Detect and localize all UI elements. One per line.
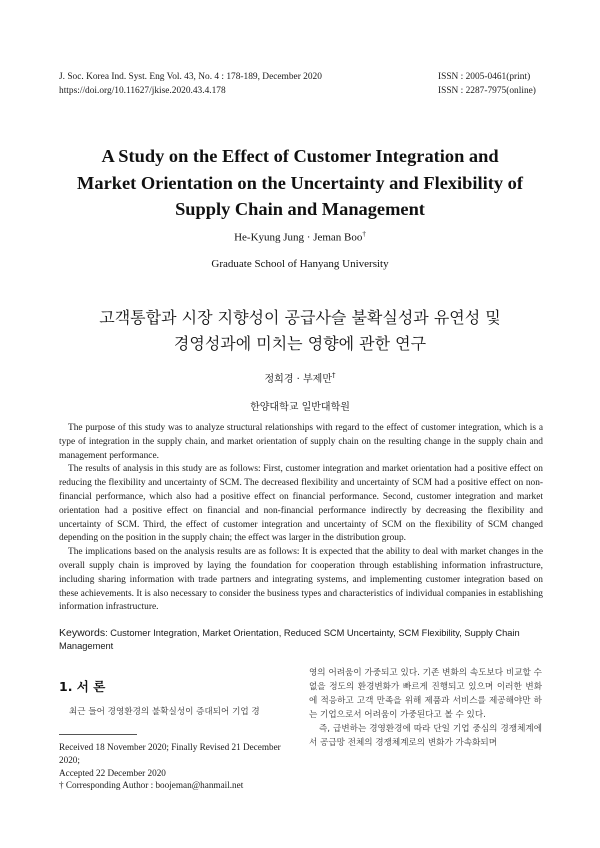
abstract (59, 422, 543, 615)
korean-title (40, 305, 560, 357)
english-title-line: Supply Chain and Management (175, 199, 425, 219)
english-title-line: A Study on the Effect of Customer Integration and (101, 146, 499, 166)
corresponding-author-text: Corresponding Author : boojeman@hanmail.net (65, 780, 244, 791)
english-title-line: Market Orientation on the Uncertainty and Flexibility of (77, 172, 523, 193)
issn-online: ISSN : 2287-7975(online) (438, 86, 536, 96)
body-column-right (309, 666, 542, 750)
keywords-text: : Customer Integration, Market Orientation, Reduced SCM Uncertainty, SCM Flexibility, Supply Chain Management (59, 628, 520, 651)
issn-print: ISSN : 2005-0461(print) (438, 72, 531, 82)
footnotes (59, 741, 299, 792)
english-title (40, 143, 560, 223)
dagger-mark: † (59, 780, 64, 791)
corresponding-mark-ko: † (332, 371, 336, 380)
author-names: He-Kyung Jung · Jeman Boo (234, 231, 363, 244)
english-authors (0, 230, 600, 244)
footnote-divider (59, 734, 137, 735)
corresponding-mark: † (362, 230, 366, 238)
korean-title-line: 고객통합과 시장 지향성이 공급사슬 불확실성과 유연성 및 (99, 308, 501, 327)
keywords (59, 627, 549, 653)
keywords-label: Keywords (59, 627, 106, 639)
korean-authors (0, 370, 600, 385)
journal-citation: J. Soc. Korea Ind. Syst. Eng Vol. 43, No. 4 : 178-189, December 2020 (59, 72, 322, 82)
korean-affiliation: 한양대학교 일반대학원 (250, 402, 350, 413)
korean-title-line: 경영성과에 미치는 영향에 관한 연구 (173, 334, 427, 353)
corresponding-author (59, 779, 299, 792)
issn-block (438, 70, 536, 98)
body-paragraph: 즉, 급변하는 경영환경에 따라 단일 기업 중심의 경쟁체계에서 공급망 전체의 경쟁체계로의 변화가 가속화되며 (309, 724, 542, 748)
section-heading: 1. 서 론 (59, 679, 106, 694)
abstract-paragraph: The results of analysis in this study are as follows: First, customer integration and market orientation had a positive effect on reducing the flexibility and uncertainty of SCM. The decreased flexibility and uncertainty of SCM had a positive effect on non-financial performance, which also had a positive effect on financial performance. Second, customer integration and market orientation had a positive effect on financial and non-financial performance indirectly by decreasing the flexibility and uncertainty of SCM. Third, the effect of customer integration and uncertainty of SCM on the flexibility of SCM changed depending on the position in the supply chain; the effect was larger in the distribution group. (59, 464, 543, 544)
body-paragraph-left: 최근 들어 경영환경의 불확실성이 증대되어 기업 경 (69, 707, 260, 717)
journal-header (59, 70, 322, 98)
body-paragraph: 영의 어려움이 가중되고 있다. 기존 변화의 속도보다 비교할 수 없을 정도의 환경변화가 빠르게 진행되고 있으며 이러한 변화에 적응하고 고객 만족을 위해 제품과 서비스를 제공해야만 하는 기업으로서 어려움이 가중된다고 볼 수 있다. (309, 668, 542, 720)
abstract-paragraph: The purpose of this study was to analyze structural relationships with regard to the effect of customer integration, which is a type of integration in the supply chain, and market orientation of supply chain on the resulting change in the supply chain and management performance. (59, 423, 543, 461)
accepted-date: Accepted 22 December 2020 (59, 767, 166, 778)
abstract-paragraph: The implications based on the analysis results are as follows: It is expected that the ability to deal with market changes in the overall supply chain is improved by laying the foundation for cooperation through establishing information infrastructure, including sharing information with trade partners and integrating systems, and implementing customer integration based on these achievements. It is also necessary to consider the business types and characteristics of individual companies in establishing information infrastructure. (59, 547, 543, 613)
received-date: Received 18 November 2020; Finally Revised 21 December 2020; (59, 742, 281, 765)
doi-link[interactable]: https://doi.org/10.11627/jkise.2020.43.4.178 (59, 86, 226, 96)
english-affiliation: Graduate School of Hanyang University (211, 258, 389, 270)
author-names-ko: 정희경 · 부제만 (264, 374, 332, 385)
